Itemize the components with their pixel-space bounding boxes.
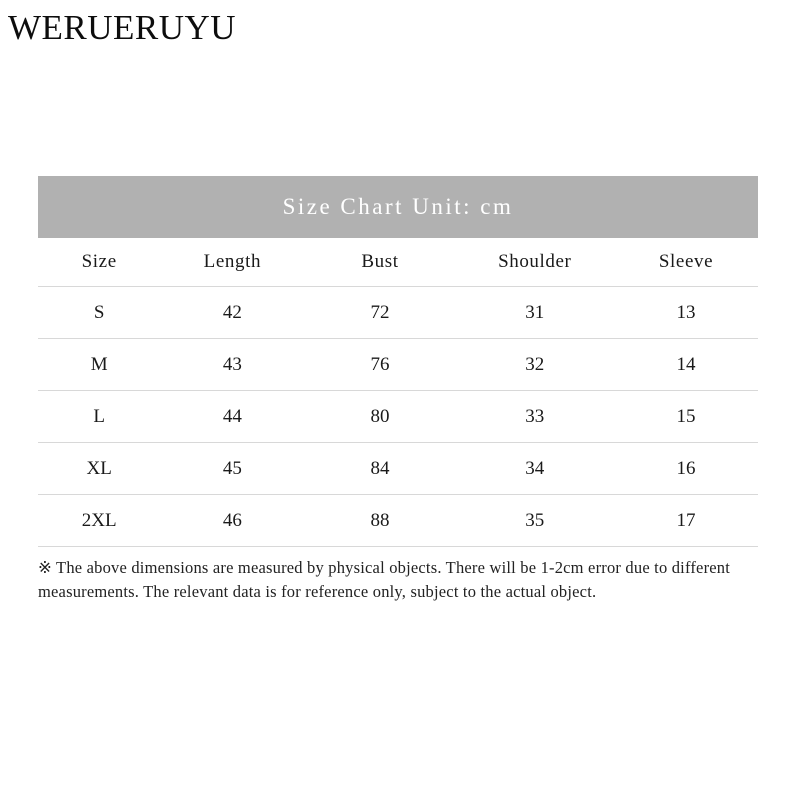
cell-bust: 76: [304, 339, 455, 391]
cell-bust: 72: [304, 287, 455, 339]
brand-logo: WERUERUYU: [8, 8, 237, 47]
table-header: [38, 238, 758, 287]
cell-shoulder: 34: [456, 443, 614, 495]
cell-sleeve: 15: [614, 391, 758, 443]
column-header-size: Size: [38, 238, 160, 287]
table-row: [38, 391, 758, 443]
cell-bust: 88: [304, 495, 455, 547]
size-chart: [38, 176, 758, 547]
table-body: [38, 287, 758, 547]
cell-length: 43: [160, 339, 304, 391]
cell-bust: 80: [304, 391, 455, 443]
cell-shoulder: 31: [456, 287, 614, 339]
size-chart-table: [38, 238, 758, 547]
cell-shoulder: 35: [456, 495, 614, 547]
cell-sleeve: 17: [614, 495, 758, 547]
cell-sleeve: 16: [614, 443, 758, 495]
table-row: [38, 339, 758, 391]
cell-sleeve: 14: [614, 339, 758, 391]
cell-length: 42: [160, 287, 304, 339]
cell-size: L: [38, 391, 160, 443]
table-row: [38, 443, 758, 495]
cell-size: XL: [38, 443, 160, 495]
cell-length: 45: [160, 443, 304, 495]
column-header-bust: Bust: [304, 238, 455, 287]
cell-shoulder: 32: [456, 339, 614, 391]
measurement-disclaimer: ※ The above dimensions are measured by physical objects. There will be 1-2cm error due to different measurements. The relevant data is for reference only, subject to the actual object.: [38, 558, 731, 601]
column-header-sleeve: Sleeve: [614, 238, 758, 287]
cell-shoulder: 33: [456, 391, 614, 443]
column-header-length: Length: [160, 238, 304, 287]
cell-size: S: [38, 287, 160, 339]
cell-size: M: [38, 339, 160, 391]
cell-size: 2XL: [38, 495, 160, 547]
cell-sleeve: 13: [614, 287, 758, 339]
table-header-row: [38, 238, 758, 287]
table-row: [38, 287, 758, 339]
size-chart-title: Size Chart Unit: cm: [38, 176, 758, 238]
column-header-shoulder: Shoulder: [456, 238, 614, 287]
table-row: [38, 495, 758, 547]
cell-bust: 84: [304, 443, 455, 495]
cell-length: 46: [160, 495, 304, 547]
cell-length: 44: [160, 391, 304, 443]
